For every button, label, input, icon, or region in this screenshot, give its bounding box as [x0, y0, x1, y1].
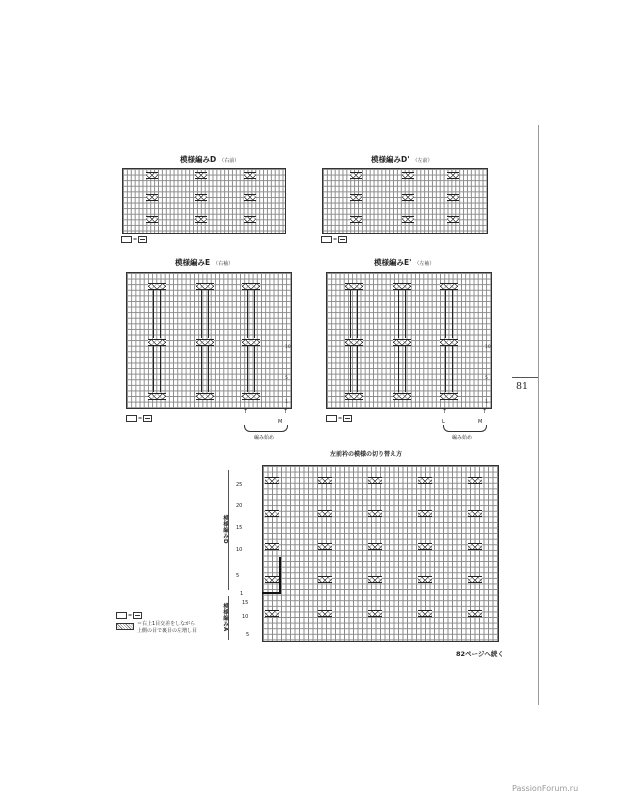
chart-e-prime-cable [393, 393, 411, 400]
chart-d-prime-cable [350, 216, 362, 223]
chart-d-prime-cable [402, 216, 414, 223]
arrow-up-icon: ↑ [442, 408, 448, 415]
chart-d-cable [146, 194, 158, 201]
arrow-up-icon: ↑ [482, 408, 488, 415]
chart-e-prime-cable [345, 339, 363, 346]
chart-e-title [175, 257, 233, 268]
row-number-circle: 10 [242, 614, 249, 620]
switch-chart-cable [265, 510, 279, 517]
switch-chart-cable [265, 543, 279, 550]
switch-chart-title: 左前衿の模様の切り替え方 [330, 451, 403, 458]
chart-e-cable [242, 393, 260, 400]
switch-chart-cable [468, 576, 482, 583]
chart-d-prime-title [371, 154, 433, 165]
chart-e-prime-cable [393, 339, 411, 346]
chart-d-cable [195, 216, 207, 223]
chart-e-prime-cable [345, 393, 363, 400]
chart-e-rib [247, 346, 255, 392]
knit-stitch-symbol [116, 612, 127, 619]
chart-e-cable [196, 283, 214, 290]
switch-chart-cable [265, 576, 279, 583]
chart-e-prime-cable [440, 283, 458, 290]
knit-stitch-symbol [321, 236, 332, 243]
chart-e-cable [148, 283, 166, 290]
switch-chart-cable [418, 576, 432, 583]
chart-d-prime-cable [402, 172, 414, 179]
row-number-circle: 1 [240, 591, 244, 597]
switch-chart-cable [368, 576, 382, 583]
row-number-circle: 5 [236, 573, 240, 579]
switch-chart-cable [368, 477, 382, 484]
knit-stitch-symbol [126, 415, 137, 422]
legend-equals: = [338, 415, 343, 422]
switch-chart-cable [318, 610, 332, 617]
chart-d-prime-cable [350, 194, 362, 201]
page-number-rule [512, 377, 538, 378]
switch-chart-cable [368, 543, 382, 550]
section-label-d: 模様編みD [222, 515, 228, 545]
purl-stitch-symbol [138, 236, 147, 243]
switch-chart-cable [265, 610, 279, 617]
switch-chart-cable [418, 510, 432, 517]
chart-e-prime-rib [398, 346, 406, 392]
switch-boundary-line [262, 592, 280, 594]
chart-d-title [180, 154, 239, 165]
knit-stitch-symbol [326, 415, 337, 422]
switch-chart-cable [468, 610, 482, 617]
purl-stitch-symbol [143, 415, 152, 422]
chart-e-prime-cable [440, 339, 458, 346]
switch-chart-cable [265, 477, 279, 484]
chart-d-cable [146, 216, 158, 223]
chart-e-prime-title [374, 257, 434, 268]
chart-e-cable [148, 393, 166, 400]
chart-e-rib [153, 346, 161, 392]
chart-d-prime-cable [350, 172, 362, 179]
arrow-up-icon: ↑ [243, 408, 249, 415]
chart-d-prime-cable [447, 194, 459, 201]
chart-e-prime-rib [445, 346, 453, 392]
chart-e-cable [242, 339, 260, 346]
section-label-a: 模様編みA [222, 603, 228, 632]
mark-l: L [442, 419, 445, 425]
chart-d-prime-side: （左前） [412, 158, 433, 164]
arrow-up-icon: ↑ [283, 408, 289, 415]
purl-stitch-symbol [343, 415, 352, 422]
chart-e-prime-row-number: 1 [485, 400, 488, 405]
chart-e-side: （右袖） [213, 261, 234, 267]
row-number-circle: 25 [236, 482, 243, 488]
cross-increase-note: ＝右上1目交差をしながら 上側の目で裏目の左増し目 [137, 621, 198, 634]
legend-equals: = [138, 415, 143, 422]
switch-legend [116, 612, 142, 619]
switch-chart-cable [318, 576, 332, 583]
row-number-circle: 15 [236, 525, 243, 531]
switch-chart-cable [318, 510, 332, 517]
row-number-circle: 10 [236, 547, 243, 553]
chart-e-cable [196, 393, 214, 400]
chart-d-cable [244, 194, 256, 201]
chart-e-rib [201, 346, 209, 392]
chart-d-cable [195, 172, 207, 179]
chart-d-prime-title-text: 模様編みD' [371, 155, 410, 164]
switch-chart-cable [318, 543, 332, 550]
mark-m: M [478, 419, 483, 425]
switch-chart-cable [368, 510, 382, 517]
chart-e-prime-legend [326, 415, 352, 422]
switch-chart-cable [368, 610, 382, 617]
switch-chart-cable [418, 543, 432, 550]
switch-chart-cable [468, 477, 482, 484]
chart-e-title-text: 模様編みE [175, 258, 211, 267]
chart-e-rib [247, 290, 255, 338]
chart-e-prime-rib [445, 290, 453, 338]
switch-chart-cable [468, 543, 482, 550]
switch-chart-cable [418, 610, 432, 617]
cross-increase-symbol [116, 623, 134, 630]
cast-on-bracket [443, 425, 487, 432]
chart-e-prime-cable [440, 393, 458, 400]
chart-d-cable [146, 172, 158, 179]
continued-note: 82ページへ続く [456, 650, 504, 658]
chart-d-prime-cable [402, 194, 414, 201]
row-number-circle: 5 [246, 632, 250, 638]
chart-e-legend [126, 415, 152, 422]
page-number: 81 [516, 381, 529, 392]
purl-stitch-symbol [338, 236, 347, 243]
cast-on-bracket [244, 425, 288, 432]
legend-equals: = [333, 236, 338, 243]
chart-e-prime-row-number: 10 [485, 345, 491, 350]
chart-d-prime-legend [321, 236, 347, 243]
row-number-circle: 20 [236, 503, 243, 509]
purl-stitch-symbol [133, 612, 142, 619]
chart-e-rib [153, 290, 161, 338]
chart-d-prime-cable [447, 172, 459, 179]
chart-e-prime-row-number: 5 [485, 376, 488, 381]
chart-d-cable [244, 172, 256, 179]
chart-e-row-number: 10 [285, 345, 291, 350]
chart-e-row-number: 1 [285, 400, 288, 405]
chart-e-prime-rib [350, 346, 358, 392]
chart-e-cable [242, 283, 260, 290]
chart-e-rib [201, 290, 209, 338]
knit-stitch-symbol [121, 236, 132, 243]
chart-d-side: （右前） [219, 158, 240, 164]
switch-chart-cable [468, 510, 482, 517]
watermark: PassionForum.ru [512, 784, 579, 793]
switch-boundary-line [279, 557, 281, 594]
mark-m: M [278, 419, 283, 425]
chart-d-cable [195, 194, 207, 201]
switch-chart-cable [418, 477, 432, 484]
chart-e-prime-cable [345, 283, 363, 290]
cast-on-label: 編み始め [452, 435, 473, 441]
chart-e-prime-rib [398, 290, 406, 338]
chart-e-row-number: 5 [285, 376, 288, 381]
page-gutter [538, 125, 539, 705]
chart-e-prime-title-text: 模様編みE' [374, 258, 412, 267]
chart-e-cable [196, 339, 214, 346]
legend-equals: = [133, 236, 138, 243]
switch-chart-cable [318, 477, 332, 484]
chart-e-prime-rib [350, 290, 358, 338]
chart-e-cable [148, 339, 166, 346]
chart-e-prime-side: （左袖） [414, 261, 435, 267]
chart-d-title-text: 模様編みD [180, 155, 217, 164]
row-number-circle: 15 [242, 600, 249, 606]
legend-equals: = [128, 612, 133, 619]
chart-d-legend [121, 236, 147, 243]
chart-e-prime-cable [393, 283, 411, 290]
chart-d-prime-cable [447, 216, 459, 223]
chart-d-cable [244, 216, 256, 223]
cast-on-label: 編み始め [254, 435, 275, 441]
